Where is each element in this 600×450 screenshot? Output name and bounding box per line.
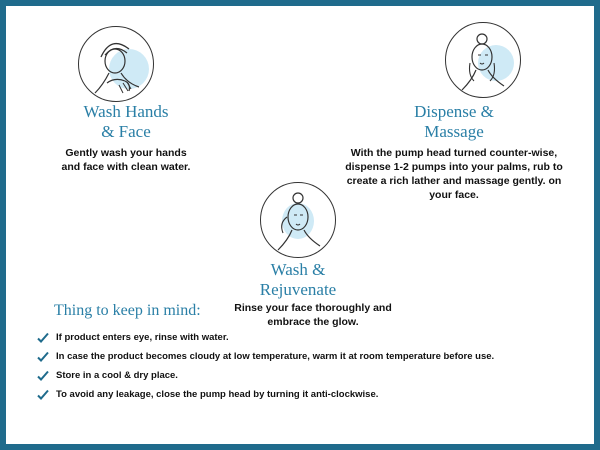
woman-rinsing-face-icon: [260, 182, 336, 258]
tip-text: Store in a cool & dry place.: [56, 370, 178, 381]
woman-massaging-face-icon: [445, 22, 521, 98]
step-text: dispense 1-2 pumps into your palms, rub to: [345, 161, 563, 173]
step-text: your face.: [429, 189, 479, 201]
step-text: and face with clean water.: [61, 161, 191, 173]
checkmark-icon: [36, 331, 50, 345]
step-text: Gently wash your hands: [65, 147, 187, 159]
list-item: [36, 328, 576, 347]
step-title: Wash Hands: [83, 102, 169, 121]
step-wash-rejuvenate-title: [242, 260, 354, 300]
step-title: Dispense &: [414, 102, 494, 121]
step-text: With the pump head turned counter-wise,: [350, 147, 558, 159]
step-text: create a rich lather and massage gently. on: [346, 175, 562, 187]
step-wash-rejuvenate-text: [218, 301, 408, 329]
step-text: Rinse your face thoroughly and: [234, 302, 392, 314]
list-item: [36, 366, 576, 385]
checkmark-icon: [36, 350, 50, 364]
woman-washing-hands-icon: [78, 26, 154, 102]
checkmark-icon: [36, 388, 50, 402]
tip-text: In case the product becomes cloudy at low temperature, warm it at room temperature before use.: [56, 351, 495, 362]
step-dispense-massage: [326, 102, 582, 202]
step-wash-hands: [46, 102, 206, 174]
step-title: Wash &: [270, 260, 326, 279]
step-text: embrace the glow.: [267, 316, 359, 328]
step-title: & Face: [101, 122, 151, 141]
checkmark-icon: [36, 369, 50, 383]
tips-list: [36, 328, 576, 404]
tip-text: If product enters eye, rinse with water.: [56, 332, 229, 343]
instruction-card: [6, 6, 594, 444]
list-item: [36, 347, 576, 366]
step-title: Rejuvenate: [259, 280, 337, 299]
tip-text: To avoid any leakage, close the pump head by turning it anti-clockwise.: [56, 389, 379, 400]
list-item: [36, 385, 576, 404]
step-title: Massage: [424, 122, 484, 141]
keep-in-mind-title: Thing to keep in mind:: [54, 302, 201, 319]
